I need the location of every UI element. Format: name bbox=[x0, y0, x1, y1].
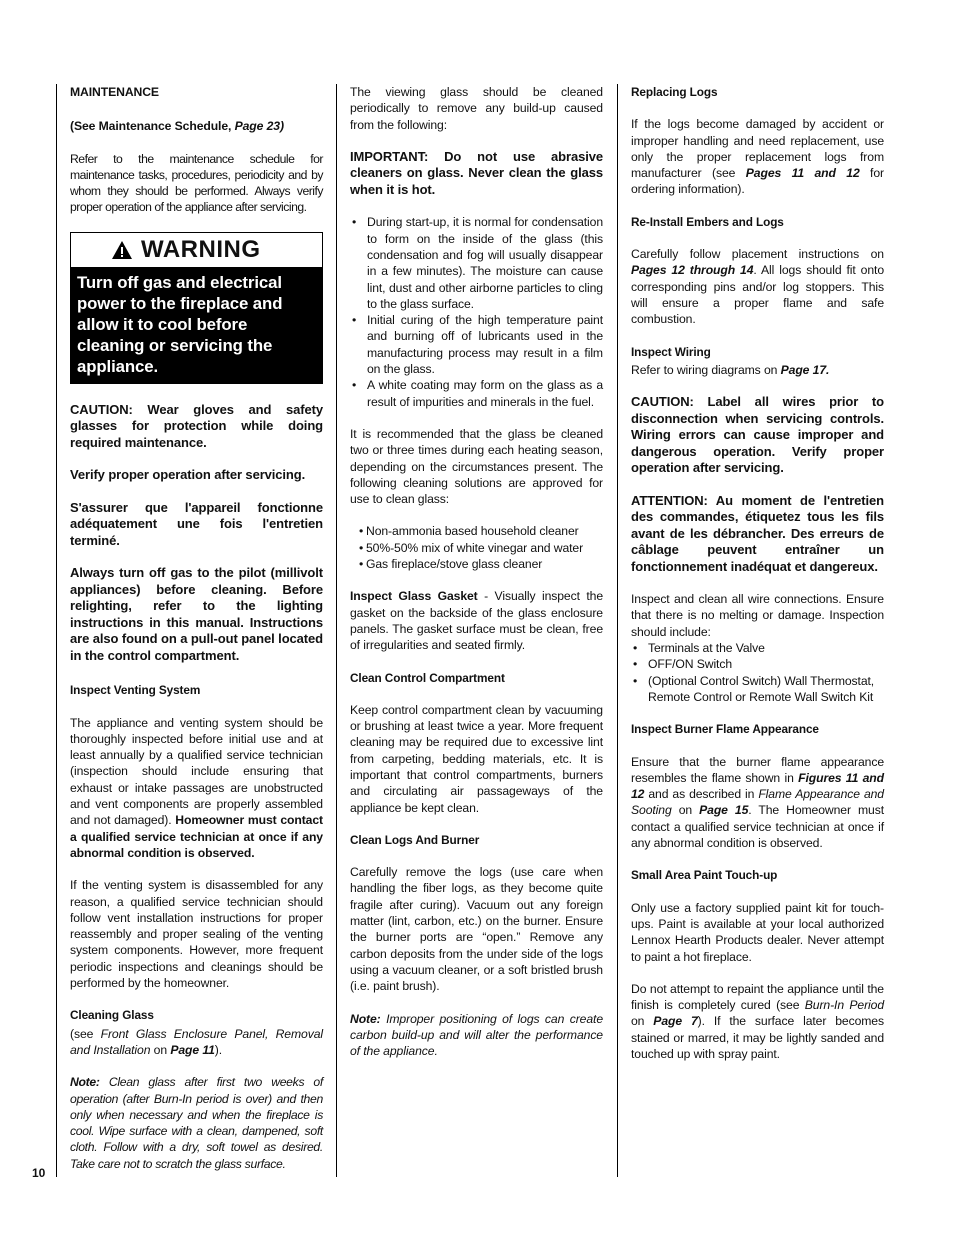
venting-paragraph-2: If the venting system is disassembled for any reason, a qualified service technician should follow vent installation instructions for proper reassembly and proper sealing of the venting system components. However, more frequent periodic inspections and cleanings should be performed by the homeowner. bbox=[70, 878, 323, 991]
list-item: • (Optional Control Switch) Wall Thermostat, Remote Control or Remote Wall Switch Kit bbox=[631, 673, 884, 706]
important-abrasive-notice: IMPORTANT: Do not use abrasive cleaners on glass. Never clean the glass when it is hot. bbox=[350, 148, 603, 197]
attention-french: ATTENTION: Au moment de l'entretien des commandes, étiquetez tous les fils avant de les débrancher. Des erreurs de câblage peuvent entraîner un fonctionnement inadéquat et dangereux. bbox=[631, 492, 884, 574]
caution-label-wires: CAUTION: Label all wires prior to disconnection when servicing controls. Wiring errors can cause improper and dangerous operation. Verify proper operation after servicing. bbox=[631, 394, 884, 476]
burner-flame-text: Ensure that the burner flame appearance resembles the flame shown in Figures 11 and 12 and as described in Flame Appearance and Sooting on Page 15. The Homeowner must contact a qualified service technician at once if any abnormal condition is observed. bbox=[631, 754, 884, 851]
warning-text: Turn off gas and electrical power to the fireplace and allow it to cool before cleaning or servicing the appliance. bbox=[71, 267, 322, 383]
list-item: • Terminals at the Valve bbox=[631, 640, 884, 656]
replacing-logs-text: If the logs become damaged by accident or improper handling and need replacement, use only the proper replacement logs from manufacturer (see Pages 11 and 12 for ordering information). bbox=[631, 117, 884, 197]
list-item: • A white coating may form on the glass as a result of impurities and minerals in the fuel. bbox=[350, 377, 603, 410]
inspection-list bbox=[631, 640, 884, 705]
column-3 bbox=[631, 84, 884, 1078]
warning-box bbox=[70, 232, 323, 384]
warning-title: WARNING bbox=[141, 235, 261, 263]
list-item: • Initial curing of the high temperature paint and burning off of lubricants used in the manufacturing process may result in a film on the glass. bbox=[350, 312, 603, 377]
cleaning-solutions-list bbox=[350, 523, 603, 572]
heading-paint-touchup: Small Area Paint Touch-up bbox=[631, 868, 778, 883]
list-item: • During start-up, it is normal for condensation to form on the inside of the glass (this condensation and fog will usually disappear in a few minutes). The moisture can cause lint, dust and other airborne particles to cling to the glass surface. bbox=[350, 214, 603, 312]
turn-off-gas-notice: Always turn off gas to the pilot (millivolt appliances) before cleaning. Before relighting, refer to the lighting instructions in this manual. Instructions are also found on a pull-out panel located in the control compartment. bbox=[70, 565, 323, 663]
paint-text-1: Only use a factory supplied paint kit for touch-ups. Paint is available at your local authorized Lennox Hearth Products dealer. Never attempt to paint a hot fireplace. bbox=[631, 900, 884, 964]
glass-note: Note: Clean glass after first two weeks of operation (after Burn-In period is over) and then only when necessary and when the fireplace is cool. Wipe surface with a clean, dampened, soft cloth. Follow with a dry, soft towel as desired. Take care not to scratch the glass surface. bbox=[70, 1075, 323, 1171]
heading-clean-logs-burner: Clean Logs And Burner bbox=[350, 832, 480, 847]
heading-inspect-wiring: Inspect Wiring bbox=[631, 344, 711, 359]
cleaning-glass-ref: (see Front Glass Enclosure Panel, Removal and Installation on Page 11). bbox=[70, 1026, 323, 1057]
list-item: • Gas fireplace/stove glass cleaner bbox=[350, 556, 603, 572]
column-2 bbox=[350, 84, 603, 1075]
list-item: • OFF/ON Switch bbox=[631, 656, 884, 672]
venting-paragraph-1: The appliance and venting system should be thoroughly inspected before initial use and at least annually by a qualified service technician (inspection should include ensuring that exhaust or intake passages are unobstructed and vent components are properly assembled and not damaged). Homeowner must contact a qualified service technician at once if any abnormal condition is observed. bbox=[70, 715, 323, 860]
glass-buildup-list bbox=[350, 214, 603, 410]
logs-burner-text: Carefully remove the logs (use care when handling the fiber logs, as they become quite fragile after curing). Vacuum out any foreign matter (lint, carbon, etc.) on the burner. Ensure the burner ports are “open.” Remove any carbon deposits from the under side of the logs using a vacuum cleaner, or a soft bristled brush (i.e. paint brush). bbox=[350, 865, 603, 994]
wiring-ref: Refer to wiring diagrams on Page 17. bbox=[631, 362, 830, 377]
warning-triangle-icon bbox=[111, 240, 133, 260]
glass-cleaning-intro: The viewing glass should be cleaned periodically to remove any build-up caused from the following: bbox=[350, 85, 603, 132]
page-number: 10 bbox=[32, 1166, 46, 1180]
column-rule-right bbox=[617, 84, 618, 1177]
maintenance-intro: Refer to the maintenance schedule for maintenance tasks, procedures, periodicity and by whom they should be performed. Always verify proper operation of the appliance after servicing. bbox=[70, 151, 323, 215]
column-rule-middle bbox=[336, 84, 337, 1177]
reinstall-text: Carefully follow placement instructions on Pages 12 through 14. All logs should fit onto corresponding pins and/or log stoppers. This will ensure a proper flame and safe combustion. bbox=[631, 247, 884, 327]
maintenance-schedule-ref: (See Maintenance Schedule, Page 23) bbox=[70, 119, 284, 134]
heading-reinstall-embers-logs: Re-Install Embers and Logs bbox=[631, 214, 784, 229]
list-item: • 50%-50% mix of white vinegar and water bbox=[350, 540, 603, 556]
warning-header bbox=[71, 233, 322, 267]
logs-note: Note: Improper positioning of logs can create carbon build-up and will alter the performance of the appliance. bbox=[350, 1011, 603, 1059]
list-item: • Non-ammonia based household cleaner bbox=[350, 523, 603, 539]
heading-burner-flame: Inspect Burner Flame Appearance bbox=[631, 722, 819, 737]
verify-operation-french: S'assurer que l'appareil fonctionne adéquatement une fois l'entretien terminé. bbox=[70, 499, 323, 548]
inspect-connections-text: Inspect and clean all wire connections. Ensure that there is no melting or damage. Inspection should include: bbox=[631, 592, 884, 639]
glass-cleaning-recommendation: It is recommended that the glass be cleaned two or three times during each heating season, depending on the circumstances present. The following cleaning solutions are approved for use to clean glass: bbox=[350, 426, 603, 507]
verify-operation: Verify proper operation after servicing. bbox=[70, 467, 306, 483]
control-compartment-text: Keep control compartment clean by vacuuming or brushing at least twice a year. More frequent cleaning may be required due to excessive lint from carpeting, bedding materials, etc. It is important that control compartments, burners and circulating air passageways of the appliance be kept clean. bbox=[350, 702, 603, 815]
paint-text-2: Do not attempt to repaint the appliance until the finish is completely cured (see Burn-In Period on Page 7). If the surface later becomes stained or marred, it may be lightly sanded and touched up with spray paint. bbox=[631, 981, 884, 1061]
heading-replacing-logs: Replacing Logs bbox=[631, 85, 718, 99]
column-rule-left bbox=[56, 84, 57, 1177]
caution-gloves: CAUTION: Wear gloves and safety glasses for protection while doing required maintenance. bbox=[70, 401, 323, 450]
section-heading-maintenance: MAINTENANCE bbox=[70, 85, 159, 99]
column-1 bbox=[70, 84, 323, 1188]
inspect-glass-gasket: Inspect Glass Gasket - Visually inspect the gasket on the backside of the glass enclosure panels. The gasket surface must be clean, free of irregularities and seated firmly. bbox=[350, 589, 604, 653]
heading-inspect-venting: Inspect Venting System bbox=[70, 683, 201, 698]
heading-clean-control-compartment: Clean Control Compartment bbox=[350, 670, 505, 685]
heading-cleaning-glass: Cleaning Glass bbox=[70, 1008, 154, 1023]
